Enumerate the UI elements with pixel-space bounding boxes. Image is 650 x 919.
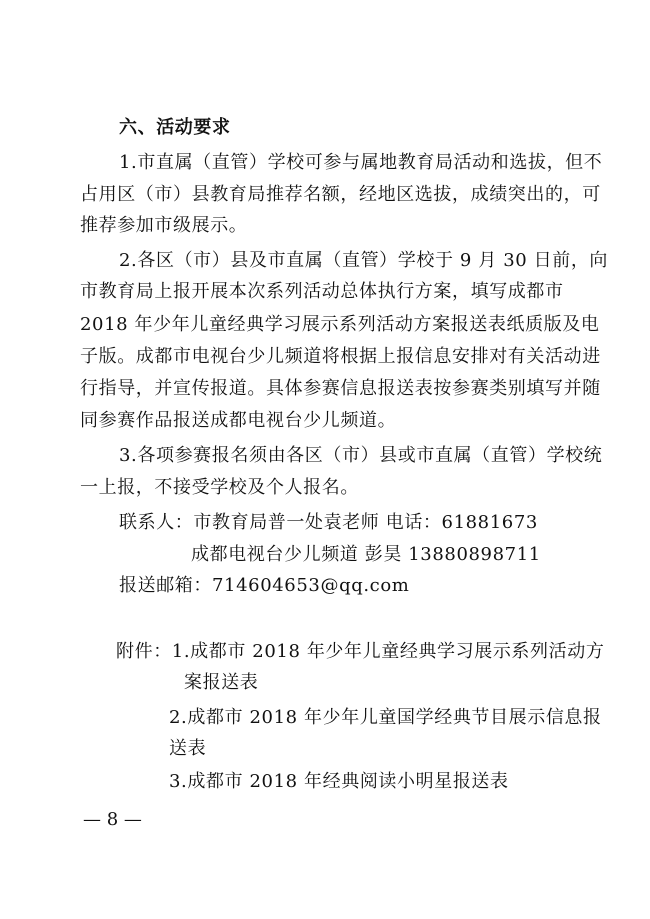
paragraph-1-line-3: 推荐参加市级展示。 [80,215,248,236]
page-number: — 8 — [83,809,142,830]
paragraph-2-line-6: 同参赛作品报送成都电视台少儿频道。 [80,410,397,431]
attachment-line-3: 2.成都市 2018 年少年儿童国学经典节目展示信息报 [169,707,602,728]
paragraph-2-line-4: 子版。成都市电视台少儿频道将根据上报信息安排对有关活动进 [80,346,601,367]
section-heading: 六、活动要求 [119,117,231,138]
paragraph-1-line-2: 占用区（市）县教育局推荐名额，经地区选拔，成绩突出的，可 [80,184,601,205]
paragraph-3-line-1: 3.各项参赛报名须由各区（市）县或市直属（直管）学校统 [119,445,603,466]
paragraph-2-line-1: 2.各区（市）县及市直属（直管）学校于 9 月 30 日前，向 [119,250,609,271]
attachment-line-1: 附件：1.成都市 2018 年少年儿童经典学习展示系列活动方 [116,641,605,662]
attachment-line-2: 案报送表 [184,672,259,693]
paragraph-2-line-3: 2018 年少年儿童经典学习展示系列活动方案报送表纸质版及电 [80,314,600,335]
paragraph-2-line-2: 市教育局上报开展本次系列活动总体执行方案，填写成都市 [80,281,564,302]
paragraph-3-line-2: 一上报，不接受学校及个人报名。 [80,477,359,498]
paragraph-1-line-1: 1.市直属（直管）学校可参与属地教育局活动和选拔，但不 [119,152,603,173]
contact-line-1: 联系人：市教育局普一处袁老师 电话：61881673 [119,512,538,533]
attachment-line-4: 送表 [169,738,207,759]
contact-line-2: 成都电视台少儿频道 彭昊 13880898711 [191,544,541,565]
attachment-line-5: 3.成都市 2018 年经典阅读小明星报送表 [169,771,509,792]
paragraph-2-line-5: 行指导，并宣传报道。具体参赛信息报送表按参赛类别填写并随 [80,378,601,399]
email-line: 报送邮箱：714604653@qq.com [119,575,410,596]
